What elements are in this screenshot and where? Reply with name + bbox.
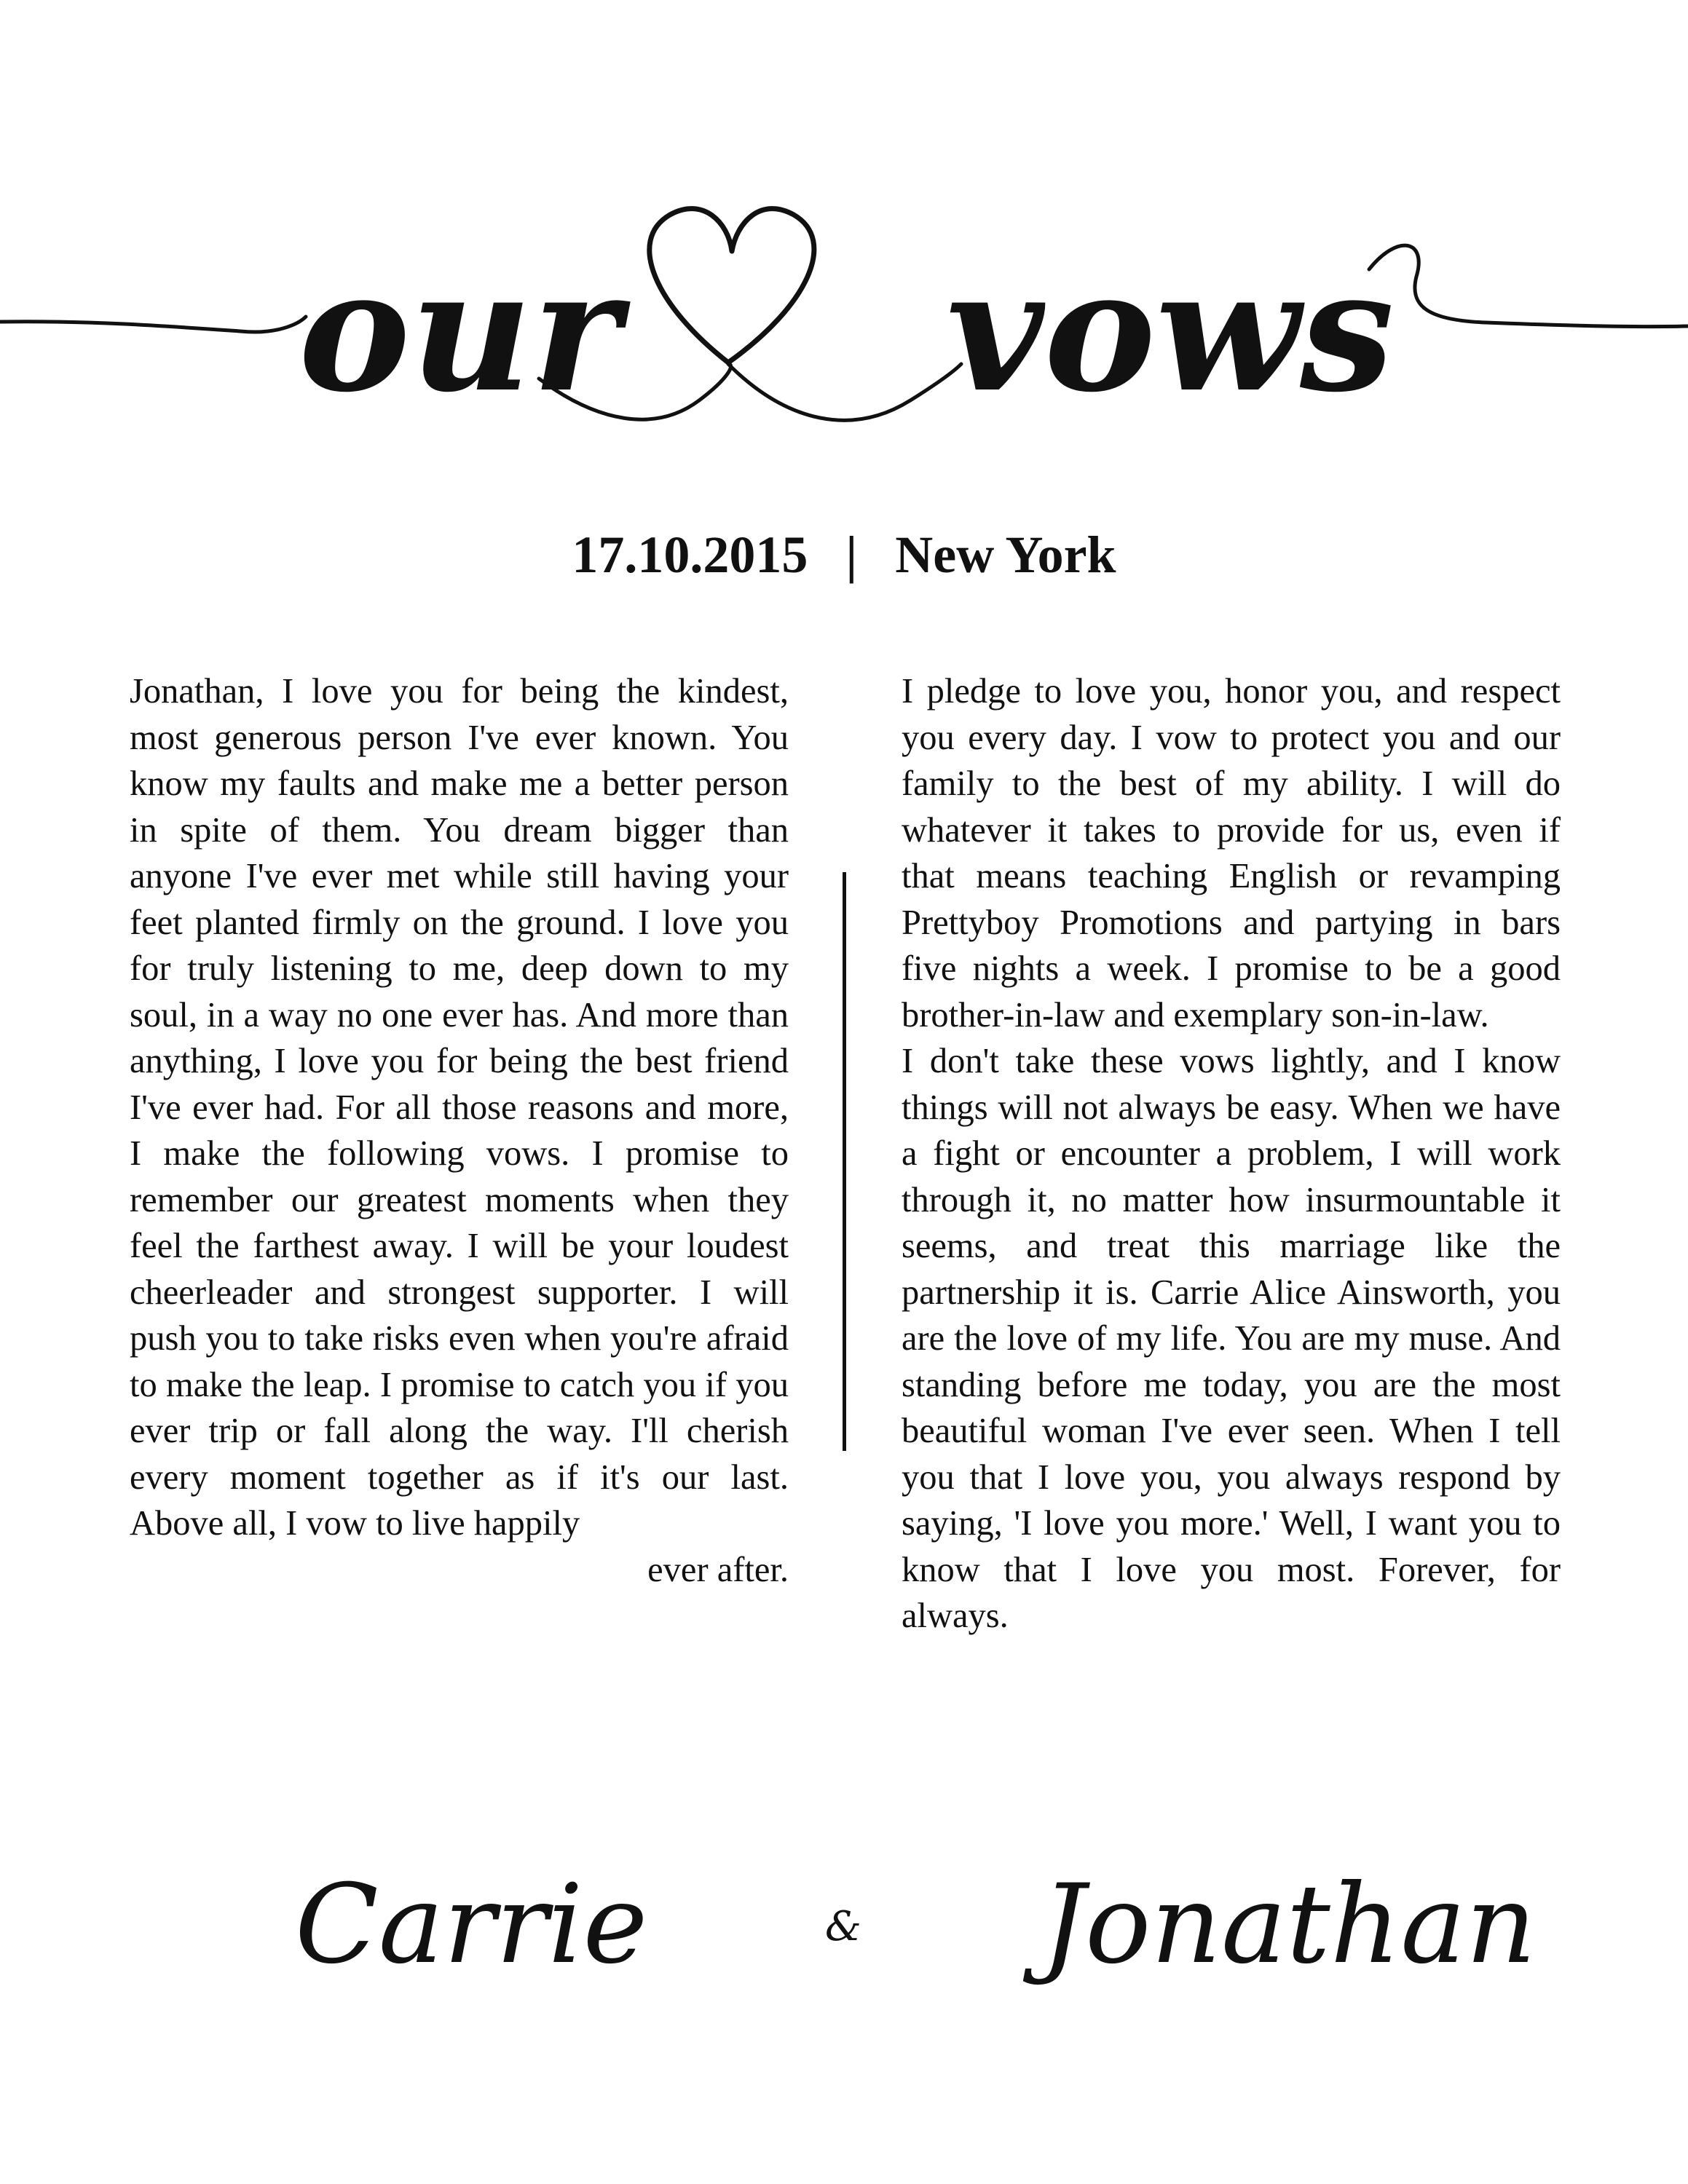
vow-left-last-line: ever after. xyxy=(647,1550,789,1589)
signatures xyxy=(0,1845,1688,2013)
column-divider xyxy=(843,872,846,1451)
event-info xyxy=(0,518,1688,591)
signature-carrie: Carrie xyxy=(295,1861,648,1988)
vow-left-body: Jonathan, I love you for being the kindest, most generous person I've ever known. You know my faults and make me a better person in spite of them. You dream bigger than anyone I've ever met while still having your feet planted firmly on the ground. I love you for truly listening to me, deep down to my soul, in a way no one ever has. And more than anything, I love you for being the best friend I've ever had. For all those reasons and more, I make the following vows. I promise to remember our greatest moments when they feel the farthest away. I will be your loudest cheerleader and strongest supporter. I will push you to take risks even when you're afraid to make the leap. I promise to catch you if you ever trip or fall along the way. I'll cherish every moment together as if it's our last. Above all, I vow to live happily xyxy=(130,672,789,1543)
heart-icon xyxy=(650,209,814,363)
flourish-line-left xyxy=(0,317,306,332)
title-word-our: our xyxy=(299,233,620,430)
title-word-vows: vows xyxy=(947,233,1395,430)
event-location: New York xyxy=(895,526,1116,584)
title-our-vows xyxy=(0,182,1688,488)
flourish-line-right xyxy=(1369,245,1688,327)
event-date: 17.10.2015 xyxy=(572,526,808,584)
signature-jonathan: Jonathan xyxy=(1041,1861,1537,1988)
event-separator: | xyxy=(845,526,858,584)
vow-right-paragraph-1: I pledge to love you, honor you, and respect you every day. I vow to protect you and our family to the best of my ability. I will do whatever it takes to provide for us, even if that means teaching English or revamping Prettyboy Promotions and partying in bars five nights a week. I promise to be a good brother-in-law and exemplary son-in-law. xyxy=(902,672,1561,1034)
vow-column-right xyxy=(902,668,1561,1639)
signature-ampersand: & xyxy=(825,1903,861,1950)
vow-column-left xyxy=(130,668,789,1593)
vow-right-paragraph-2: I don't take these vows lightly, and I know things will not always be easy. When we have a fight or encounter a problem, I will work through it, no matter how insurmountable it seems, and treat this marriage like the partnership it is. Carrie Alice Ainsworth, you are the love of my life. You are my muse. And standing before me today, you are the most beautiful woman I've ever seen. When I tell you that I love you, you always respond by saying, 'I love you more.' Well, I want you to know that I love you most. Forever, for always. xyxy=(902,1042,1561,1635)
